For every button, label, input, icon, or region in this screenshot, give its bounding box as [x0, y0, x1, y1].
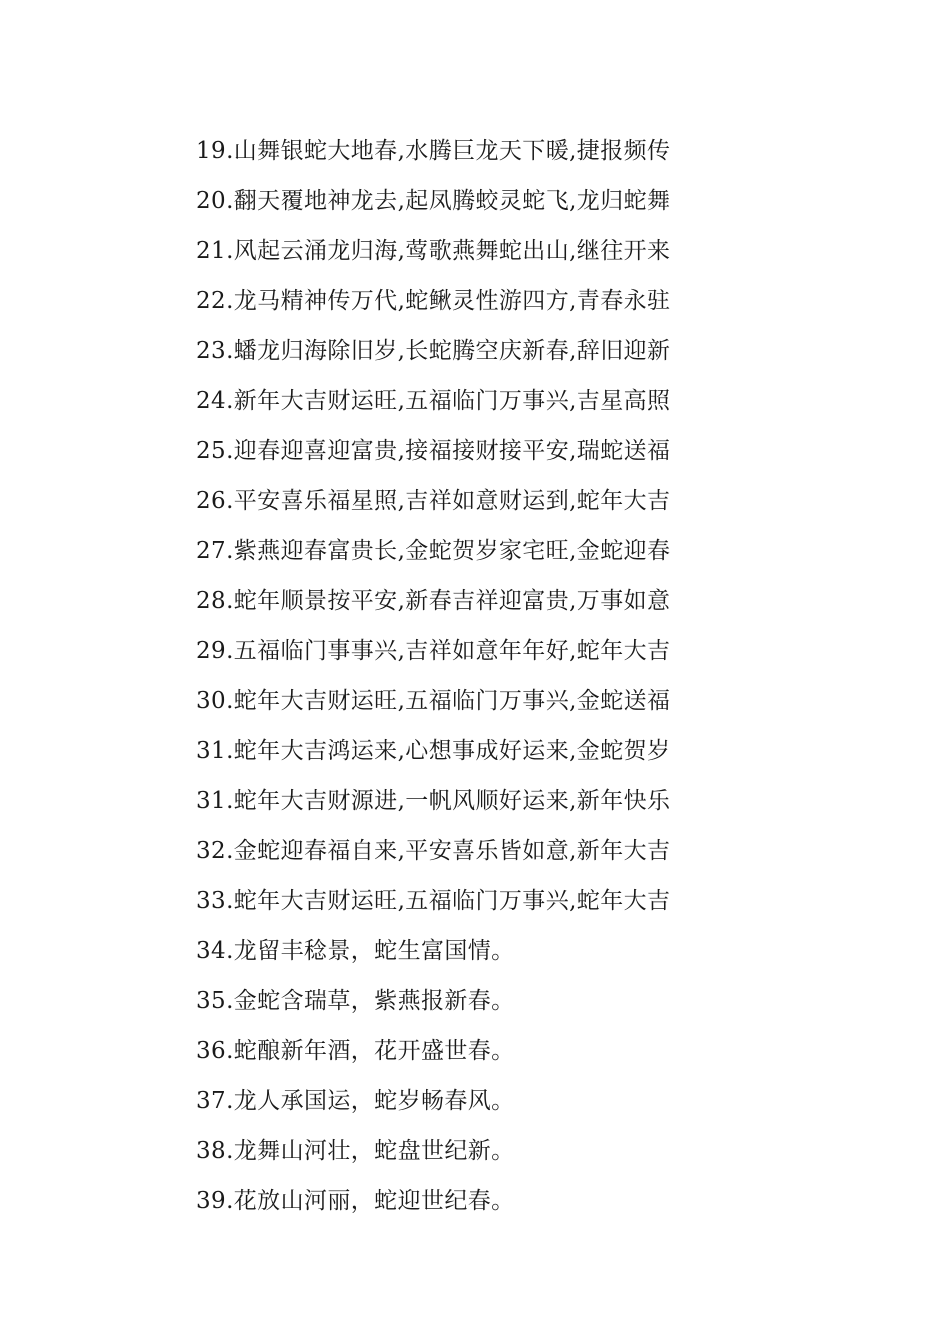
couplet-line: 19.山舞银蛇大地春,水腾巨龙天下暖,捷报频传	[196, 138, 671, 164]
couplet-list	[196, 126, 736, 1226]
couplet-line: 23.蟠龙归海除旧岁,长蛇腾空庆新春,辞旧迎新	[196, 338, 671, 364]
couplet-line: 28.蛇年顺景按平安,新春吉祥迎富贵,万事如意	[196, 588, 671, 614]
couplet-line: 33.蛇年大吉财运旺,五福临门万事兴,蛇年大吉	[196, 888, 671, 914]
couplet-line: 30.蛇年大吉财运旺,五福临门万事兴,金蛇送福	[196, 688, 671, 714]
couplet-line: 24.新年大吉财运旺,五福临门万事兴,吉星高照	[196, 388, 671, 414]
couplet-line: 36.蛇酿新年酒，花开盛世春。	[196, 1038, 515, 1064]
couplet-line: 26.平安喜乐福星照,吉祥如意财运到,蛇年大吉	[196, 488, 671, 514]
couplet-line: 22.龙马精神传万代,蛇鳅灵性游四方,青春永驻	[196, 288, 671, 314]
couplet-line: 32.金蛇迎春福自来,平安喜乐皆如意,新年大吉	[196, 838, 671, 864]
couplet-line: 27.紫燕迎春富贵长,金蛇贺岁家宅旺,金蛇迎春	[196, 538, 671, 564]
couplet-line: 29.五福临门事事兴,吉祥如意年年好,蛇年大吉	[196, 638, 671, 664]
couplet-line: 37.龙人承国运，蛇岁畅春风。	[196, 1088, 515, 1114]
couplet-line: 25.迎春迎喜迎富贵,接福接财接平安,瑞蛇送福	[196, 438, 671, 464]
couplet-line: 35.金蛇含瑞草，紫燕报新春。	[196, 988, 515, 1014]
couplet-line: 31.蛇年大吉财源进,一帆风顺好运来,新年快乐	[196, 788, 671, 814]
couplet-line: 21.风起云涌龙归海,莺歌燕舞蛇出山,继往开来	[196, 238, 671, 264]
couplet-line: 34.龙留丰稔景，蛇生富国情。	[196, 938, 515, 964]
couplet-line: 38.龙舞山河壮，蛇盘世纪新。	[196, 1138, 515, 1164]
couplet-line: 39.花放山河丽，蛇迎世纪春。	[196, 1188, 515, 1214]
couplet-line: 31.蛇年大吉鸿运来,心想事成好运来,金蛇贺岁	[196, 738, 671, 764]
couplet-line: 20.翻天覆地神龙去,起凤腾蛟灵蛇飞,龙归蛇舞	[196, 188, 671, 214]
